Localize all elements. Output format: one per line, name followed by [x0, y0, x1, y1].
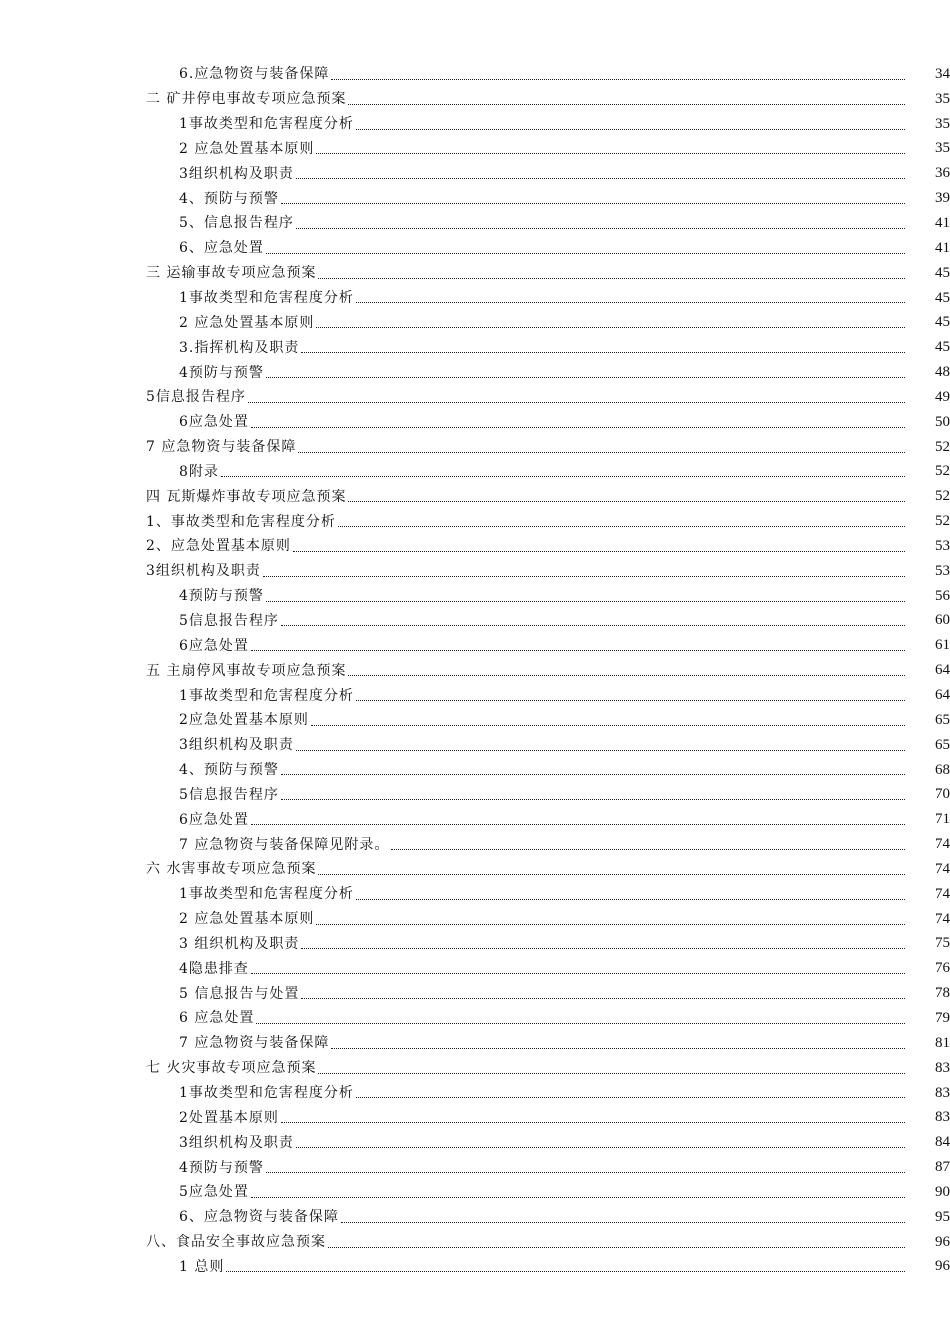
toc-entry[interactable] [0, 1031, 950, 1056]
toc-entry[interactable] [0, 484, 950, 509]
toc-entry[interactable] [0, 956, 950, 981]
toc-entry-title: 8附录 [179, 463, 219, 480]
toc-entry-title: 4、预防与预警 [179, 762, 279, 779]
toc-entry-title: 七 火灾事故专项应急预案 [146, 1060, 317, 1077]
toc-entry-page-number: 52 [935, 463, 950, 480]
toc-entry-page-number: 35 [935, 140, 950, 157]
toc-dot-leader [281, 190, 905, 204]
toc-entry-page-number: 35 [935, 90, 950, 107]
toc-entry-title: 四 瓦斯爆炸事故专项应急预案 [146, 488, 347, 505]
toc-entry-title: 6、应急物资与装备保障 [179, 1209, 339, 1226]
toc-entry-title: 7 应急物资与装备保障 [146, 439, 297, 456]
toc-entry-page-number: 96 [935, 1233, 950, 1250]
toc-entry[interactable] [0, 310, 950, 335]
toc-entry[interactable] [0, 286, 950, 311]
toc-entry[interactable] [0, 1006, 950, 1031]
toc-entry-title: 5信息报告程序 [179, 612, 279, 629]
toc-entry[interactable] [0, 1180, 950, 1205]
toc-dot-leader [251, 637, 905, 651]
toc-entry-title: 4预防与预警 [179, 588, 264, 605]
toc-entry-title: 6应急处置 [179, 414, 249, 431]
toc-dot-leader [348, 488, 905, 502]
toc-entry-title: 二 矿井停电事故专项应急预案 [146, 91, 347, 108]
toc-entry-title: 6.应急物资与装备保障 [179, 66, 330, 83]
toc-dot-leader [266, 364, 905, 378]
toc-entry[interactable] [0, 932, 950, 957]
toc-entry-page-number: 39 [935, 190, 950, 207]
toc-entry-title: 5信息报告程序 [146, 389, 246, 406]
toc-entry-page-number: 76 [935, 960, 950, 977]
toc-entry-page-number: 65 [935, 711, 950, 728]
toc-dot-leader [266, 1159, 905, 1173]
toc-dot-leader [251, 1184, 905, 1198]
toc-entry-title: 五 主扇停风事故专项应急预案 [146, 662, 347, 679]
toc-entry-page-number: 52 [935, 513, 950, 530]
toc-entry[interactable] [0, 807, 950, 832]
toc-dot-leader [281, 761, 905, 775]
toc-entry[interactable] [0, 1130, 950, 1155]
toc-entry-title: 4预防与预警 [179, 1159, 264, 1176]
toc-entry[interactable] [0, 1155, 950, 1180]
toc-dot-leader [296, 1134, 905, 1148]
toc-entry-title: 6 应急处置 [179, 1010, 255, 1027]
toc-dot-leader [318, 265, 905, 279]
toc-dot-leader [263, 563, 905, 577]
toc-dot-leader [281, 612, 905, 626]
toc-entry[interactable] [0, 435, 950, 460]
toc-entry[interactable] [0, 112, 950, 137]
toc-dot-leader [356, 886, 905, 900]
toc-entry-page-number: 87 [935, 1159, 950, 1176]
toc-entry-title: 5 信息报告与处置 [179, 985, 300, 1002]
toc-entry-title: 3组织机构及职责 [146, 563, 261, 580]
toc-entry-title: 3组织机构及职责 [179, 1134, 294, 1151]
toc-entry-page-number: 53 [935, 562, 950, 579]
toc-entry[interactable] [0, 385, 950, 410]
toc-entry-title: 3组织机构及职责 [179, 737, 294, 754]
toc-entry-page-number: 74 [935, 910, 950, 927]
toc-entry-page-number: 78 [935, 985, 950, 1002]
toc-entry-title: 1事故类型和危害程度分析 [179, 116, 354, 133]
toc-entry-title: 1、事故类型和危害程度分析 [146, 513, 336, 530]
toc-entry-title: 1事故类型和危害程度分析 [179, 687, 354, 704]
toc-entry-page-number: 50 [935, 413, 950, 430]
toc-entry-title: 4预防与预警 [179, 364, 264, 381]
toc-entry[interactable] [0, 1081, 950, 1106]
toc-entry-title: 八、食品安全事故应急预案 [146, 1234, 326, 1251]
toc-dot-leader [298, 439, 905, 453]
toc-dot-leader [338, 513, 905, 527]
toc-dot-leader [301, 935, 905, 949]
toc-entry-page-number: 52 [935, 488, 950, 505]
toc-dot-leader [281, 786, 905, 800]
toc-dot-leader [226, 1258, 905, 1272]
toc-dot-leader [251, 960, 905, 974]
toc-dot-leader [296, 737, 905, 751]
toc-dot-leader [316, 911, 905, 925]
toc-entry-title: 1事故类型和危害程度分析 [179, 886, 354, 903]
toc-entry[interactable] [0, 758, 950, 783]
toc-entry-title: 2 应急处置基本原则 [179, 314, 315, 331]
toc-entry-page-number: 70 [935, 786, 950, 803]
toc-dot-leader [266, 240, 905, 254]
toc-entry[interactable] [0, 534, 950, 559]
toc-entry[interactable] [0, 584, 950, 609]
toc-entry-title: 4、预防与预警 [179, 190, 279, 207]
toc-entry-page-number: 60 [935, 612, 950, 629]
toc-entry[interactable] [0, 857, 950, 882]
toc-entry[interactable] [0, 1205, 950, 1230]
toc-dot-leader [251, 414, 905, 428]
toc-entry[interactable] [0, 186, 950, 211]
toc-entry[interactable] [0, 907, 950, 932]
toc-entry-title: 1 总则 [179, 1258, 225, 1275]
toc-entry[interactable] [0, 882, 950, 907]
toc-dot-leader [356, 289, 905, 303]
toc-dot-leader [251, 811, 905, 825]
toc-dot-leader [296, 215, 905, 229]
toc-entry-title: 2 应急处置基本原则 [179, 140, 315, 157]
toc-entry-page-number: 74 [935, 860, 950, 877]
toc-entry[interactable] [0, 733, 950, 758]
toc-dot-leader [328, 1234, 905, 1248]
toc-dot-leader [296, 165, 905, 179]
toc-entry[interactable] [0, 708, 950, 733]
toc-dot-leader [348, 662, 905, 676]
toc-dot-leader [356, 116, 905, 130]
toc-dot-leader [331, 66, 905, 80]
toc-dot-leader [248, 389, 905, 403]
toc-list [0, 62, 950, 1279]
toc-entry-page-number: 52 [935, 438, 950, 455]
toc-entry-page-number: 35 [935, 115, 950, 132]
toc-entry-title: 6、应急处置 [179, 240, 264, 257]
toc-dot-leader [391, 836, 905, 850]
toc-entry-page-number: 53 [935, 537, 950, 554]
table-of-contents [0, 62, 950, 1279]
toc-entry-page-number: 34 [935, 65, 950, 82]
toc-entry-page-number: 83 [935, 1109, 950, 1126]
toc-dot-leader [293, 538, 905, 552]
toc-dot-leader [316, 140, 905, 154]
toc-entry[interactable] [0, 633, 950, 658]
toc-entry-title: 3.指挥机构及职责 [179, 339, 300, 356]
toc-entry-page-number: 90 [935, 1183, 950, 1200]
toc-entry-page-number: 36 [935, 165, 950, 182]
toc-dot-leader [301, 339, 905, 353]
toc-entry-page-number: 64 [935, 662, 950, 679]
toc-entry-title: 三 运输事故专项应急预案 [146, 265, 317, 282]
toc-entry-title: 6应急处置 [179, 637, 249, 654]
toc-entry-title: 3组织机构及职责 [179, 165, 294, 182]
toc-entry-page-number: 48 [935, 364, 950, 381]
toc-entry-title: 6应急处置 [179, 811, 249, 828]
toc-entry-title: 5信息报告程序 [179, 786, 279, 803]
toc-entry[interactable] [0, 360, 950, 385]
toc-dot-leader [301, 985, 905, 999]
toc-entry-page-number: 64 [935, 687, 950, 704]
toc-entry-page-number: 83 [935, 1084, 950, 1101]
toc-dot-leader [256, 1010, 905, 1024]
toc-entry-page-number: 84 [935, 1134, 950, 1151]
toc-entry-page-number: 83 [935, 1059, 950, 1076]
toc-entry-page-number: 61 [935, 637, 950, 654]
toc-entry[interactable] [0, 609, 950, 634]
toc-entry-title: 2处置基本原则 [179, 1109, 279, 1126]
toc-dot-leader [318, 861, 905, 875]
toc-entry[interactable] [0, 460, 950, 485]
toc-entry[interactable] [0, 211, 950, 236]
toc-entry-page-number: 96 [935, 1258, 950, 1275]
toc-entry-title: 1事故类型和危害程度分析 [179, 290, 354, 307]
toc-entry-title: 2、应急处置基本原则 [146, 538, 291, 555]
toc-entry[interactable] [0, 236, 950, 261]
toc-dot-leader [341, 1209, 905, 1223]
toc-entry-page-number: 95 [935, 1208, 950, 1225]
toc-entry[interactable] [0, 683, 950, 708]
toc-entry-page-number: 65 [935, 736, 950, 753]
toc-dot-leader [311, 712, 905, 726]
toc-entry-page-number: 74 [935, 836, 950, 853]
toc-entry[interactable] [0, 1105, 950, 1130]
toc-entry-page-number: 75 [935, 935, 950, 952]
toc-entry-title: 5、信息报告程序 [179, 215, 294, 232]
toc-dot-leader [356, 687, 905, 701]
toc-entry[interactable] [0, 1056, 950, 1081]
toc-dot-leader [316, 314, 905, 328]
toc-entry-page-number: 45 [935, 339, 950, 356]
toc-entry-page-number: 41 [935, 214, 950, 231]
toc-dot-leader [356, 1084, 905, 1098]
toc-entry-page-number: 49 [935, 388, 950, 405]
toc-entry-page-number: 45 [935, 264, 950, 281]
toc-dot-leader [281, 1109, 905, 1123]
toc-entry[interactable] [0, 981, 950, 1006]
toc-entry-title: 7 应急物资与装备保障 [179, 1035, 330, 1052]
toc-entry-page-number: 45 [935, 289, 950, 306]
toc-entry[interactable] [0, 161, 950, 186]
toc-entry-title: 2 应急处置基本原则 [179, 911, 315, 928]
toc-entry[interactable] [0, 509, 950, 534]
toc-dot-leader [348, 91, 905, 105]
toc-entry[interactable] [0, 410, 950, 435]
toc-entry[interactable] [0, 1230, 950, 1255]
toc-entry[interactable] [0, 137, 950, 162]
toc-entry[interactable] [0, 782, 950, 807]
toc-entry-page-number: 68 [935, 761, 950, 778]
toc-dot-leader [266, 588, 905, 602]
toc-entry[interactable] [0, 261, 950, 286]
toc-entry-title: 3 组织机构及职责 [179, 935, 300, 952]
toc-dot-leader [221, 463, 905, 477]
toc-entry[interactable] [0, 559, 950, 584]
toc-dot-leader [318, 1060, 905, 1074]
toc-entry[interactable] [0, 87, 950, 112]
toc-entry-title: 5应急处置 [179, 1184, 249, 1201]
toc-entry[interactable] [0, 335, 950, 360]
toc-entry-title: 1事故类型和危害程度分析 [179, 1085, 354, 1102]
toc-dot-leader [331, 1035, 905, 1049]
toc-entry-page-number: 41 [935, 239, 950, 256]
toc-entry[interactable] [0, 1255, 950, 1280]
toc-entry-page-number: 56 [935, 587, 950, 604]
toc-entry[interactable] [0, 62, 950, 87]
toc-entry-title: 六 水害事故专项应急预案 [146, 861, 317, 878]
toc-entry-page-number: 71 [935, 811, 950, 828]
toc-entry-page-number: 81 [935, 1034, 950, 1051]
toc-entry[interactable] [0, 832, 950, 857]
toc-entry[interactable] [0, 658, 950, 683]
toc-entry-page-number: 74 [935, 885, 950, 902]
toc-entry-title: 2应急处置基本原则 [179, 712, 309, 729]
toc-entry-title: 4隐患排查 [179, 960, 249, 977]
toc-entry-page-number: 45 [935, 314, 950, 331]
toc-entry-page-number: 79 [935, 1009, 950, 1026]
toc-entry-title: 7 应急物资与装备保障见附录。 [179, 836, 390, 853]
